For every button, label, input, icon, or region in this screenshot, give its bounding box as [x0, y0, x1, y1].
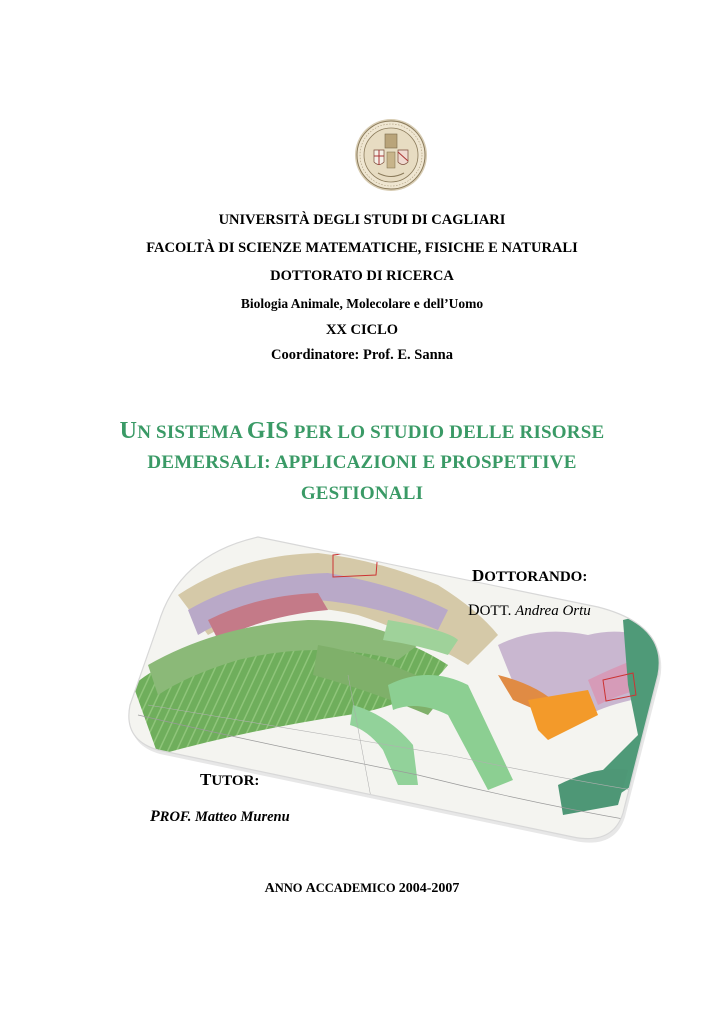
coordinator-label: Coordinatore: Prof. E. Sanna	[271, 347, 453, 363]
cycle-label: XX CICLO	[325, 322, 399, 338]
candidate-label: DOTTORANDO:	[472, 566, 588, 585]
thesis-title-line-2: DEMERSALI: APPLICAZIONI E PROSPETTIVE	[147, 452, 577, 473]
faculty-name: FACOLTÀ DI SCIENZE MATEMATICHE, FISICHE E NATURALI	[146, 240, 578, 256]
thesis-title-line-1: UN SISTEMA GIS PER LO STUDIO DELLE RISORSE	[119, 418, 605, 444]
tutor-label: TUTOR:	[200, 770, 260, 789]
program-name: DOTTORATO DI RICERCA	[270, 268, 454, 284]
candidate-name: DOTT. Andrea Ortu	[468, 602, 591, 619]
thesis-title-line-3: GESTIONALI	[300, 483, 424, 504]
gis-habitat-map-image	[118, 515, 672, 845]
university-name: UNIVERSITÀ DEGLI STUDI DI CAGLIARI	[218, 212, 506, 228]
tutor-name: PROF. Matteo Murenu	[150, 808, 290, 825]
academic-year: ANNO ACCADEMICO 2004-2007	[264, 881, 460, 896]
field-name: Biologia Animale, Molecolare e dell’Uomo	[240, 296, 484, 311]
university-seal-icon	[354, 118, 428, 192]
